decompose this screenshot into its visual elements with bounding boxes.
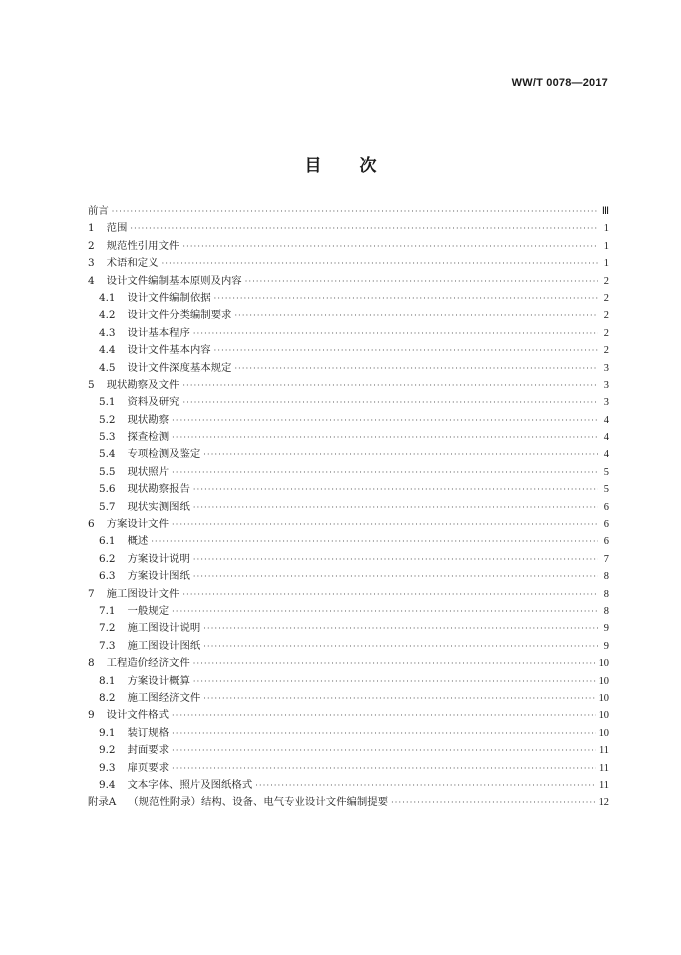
toc-entry[interactable] [88, 742, 609, 759]
toc-entry-label: 工程造价经济文件 [106, 657, 190, 670]
toc-entry-label: 探查检测 [127, 431, 170, 444]
toc-entry-label: 方案设计概算 [127, 674, 190, 687]
toc-entry[interactable] [88, 794, 609, 811]
leader-dots [391, 794, 596, 811]
toc-entry-number: 5.3 [99, 431, 116, 444]
toc-entry-number: 5.5 [99, 465, 116, 478]
toc-entry-label: 封面要求 [127, 744, 170, 757]
toc-entry-page: 2 [603, 275, 609, 287]
toc-entry-page: 7 [603, 553, 609, 565]
toc-entry-page: Ⅲ [601, 206, 609, 217]
toc-entry[interactable] [88, 394, 609, 411]
toc-entry-number: 5.2 [99, 413, 116, 426]
leader-dots [245, 273, 598, 290]
toc-entry-number: 7.2 [99, 622, 116, 635]
toc-entry-label: （规范性附录）结构、设备、电气专业设计文件编制提要 [128, 796, 389, 809]
page-title [0, 151, 681, 176]
toc-entry-page: 1 [603, 223, 609, 235]
leader-dots [172, 725, 596, 742]
toc-entry-number: 8.1 [99, 674, 116, 687]
leader-dots [172, 760, 596, 777]
toc-entry-page: 11 [598, 779, 609, 791]
toc-entry[interactable] [88, 238, 609, 255]
toc-entry-number: 8.2 [99, 691, 116, 704]
toc-entry[interactable] [88, 290, 609, 307]
toc-entry[interactable] [88, 690, 609, 707]
leader-dots [172, 412, 598, 429]
leader-dots [234, 360, 598, 377]
toc-entry[interactable] [88, 307, 609, 324]
toc-entry-number: 附录A [88, 796, 117, 809]
toc-entry-page: 4 [603, 414, 609, 426]
toc-entry[interactable] [88, 429, 609, 446]
leader-dots [193, 481, 598, 498]
leader-dots [151, 533, 598, 550]
leader-dots [193, 499, 598, 516]
toc-entry-label: 现状勘察 [127, 413, 170, 426]
toc-entry-page: 10 [598, 710, 609, 722]
toc-entry[interactable] [88, 342, 609, 359]
toc-entry-label: 设计文件分类编制要求 [127, 309, 232, 322]
toc-entry[interactable] [88, 516, 609, 533]
toc-entry[interactable] [88, 673, 609, 690]
toc-entry-number: 6.1 [99, 535, 116, 548]
leader-dots [182, 586, 598, 603]
toc-entry[interactable] [88, 446, 609, 463]
toc-entry[interactable] [88, 360, 609, 377]
toc-entry[interactable] [88, 499, 609, 516]
toc-entry-page: 9 [603, 640, 609, 652]
toc-entry-page: 12 [598, 797, 609, 809]
toc-entry[interactable] [88, 760, 609, 777]
leader-dots [234, 307, 598, 324]
toc-entry-page: 4 [603, 432, 609, 444]
title-char-1: 目 [304, 156, 322, 177]
toc-entry-label: 术语和定义 [106, 257, 159, 270]
toc-entry[interactable] [88, 551, 609, 568]
toc-entry-label: 设计文件基本内容 [127, 344, 211, 357]
leader-dots [172, 603, 598, 620]
toc-entry-number: 5 [88, 378, 95, 391]
toc-entry-number: 9.2 [99, 744, 116, 757]
toc-entry-page: 6 [603, 536, 609, 548]
toc-entry-label: 文本字体、照片及图纸格式 [127, 778, 253, 791]
toc-entry-page: 2 [603, 292, 609, 304]
leader-dots [182, 394, 598, 411]
toc-entry-page: 1 [603, 258, 609, 270]
toc-entry-number: 4.3 [99, 326, 116, 339]
toc-entry-label: 设计文件深度基本规定 [127, 361, 232, 374]
leader-dots [193, 568, 598, 585]
leader-dots [193, 325, 598, 342]
leader-dots [203, 620, 598, 637]
toc-entry-page: 11 [598, 745, 609, 757]
toc-entry-number: 5.6 [99, 483, 116, 496]
toc-entry-page: 3 [603, 379, 609, 391]
toc-entry-label: 施工图经济文件 [127, 691, 201, 704]
toc-entry-number: 9.4 [99, 778, 116, 791]
toc-entry-page: 5 [603, 484, 609, 496]
toc-entry[interactable] [88, 725, 609, 742]
leader-dots [172, 429, 598, 446]
toc-entry-label: 设计基本程序 [127, 326, 190, 339]
toc-entry[interactable] [88, 533, 609, 550]
toc-entry-number: 6.2 [99, 552, 116, 565]
leader-dots [193, 655, 596, 672]
toc-entry-number: 7.3 [99, 639, 116, 652]
toc-entry-number: 8 [88, 657, 95, 670]
toc-entry[interactable] [88, 638, 609, 655]
toc-entry-label: 方案设计图纸 [127, 570, 190, 583]
toc-entry[interactable] [88, 707, 609, 724]
toc-entry[interactable] [88, 377, 609, 394]
toc-entry-page: 11 [598, 762, 609, 774]
leader-dots [172, 464, 598, 481]
toc-entry[interactable] [88, 273, 609, 290]
toc-entry-label: 范围 [106, 222, 128, 235]
toc-entry[interactable] [88, 325, 609, 342]
toc-entry-page: 10 [598, 658, 609, 670]
toc-entry-label: 一般规定 [127, 604, 170, 617]
toc-entry-number: 5.1 [99, 396, 116, 409]
leader-dots [112, 203, 598, 220]
table-of-contents [88, 203, 609, 812]
leader-dots [172, 516, 598, 533]
leader-dots [182, 377, 598, 394]
toc-entry-label: 设计文件编制基本原则及内容 [106, 274, 242, 287]
toc-entry-number: 9.3 [99, 761, 116, 774]
leader-dots [255, 777, 596, 794]
leader-dots [214, 290, 598, 307]
toc-entry-page: 3 [603, 397, 609, 409]
toc-entry-number: 1 [88, 222, 95, 235]
toc-entry[interactable] [88, 220, 609, 237]
toc-entry-number: 4.1 [99, 291, 116, 304]
toc-entry-label: 现状勘察报告 [127, 483, 190, 496]
toc-entry-page: 10 [598, 675, 609, 687]
toc-entry-page: 6 [603, 519, 609, 531]
toc-entry-number: 4.4 [99, 344, 116, 357]
leader-dots [203, 690, 595, 707]
toc-entry-label: 设计文件编制依据 [127, 291, 211, 304]
toc-entry-page: 4 [603, 449, 609, 461]
leader-dots [162, 255, 598, 272]
leader-dots [172, 707, 596, 724]
toc-entry-label: 现状照片 [127, 465, 170, 478]
toc-entry[interactable] [88, 203, 609, 220]
toc-entry-label: 现状实测图纸 [127, 500, 190, 513]
toc-entry-number: 9.1 [99, 726, 116, 739]
toc-entry-label: 规范性引用文件 [106, 239, 180, 252]
toc-entry-page: 2 [603, 327, 609, 339]
leader-dots [203, 638, 598, 655]
toc-entry-number: 4 [88, 274, 95, 287]
toc-entry-label: 施工图设计文件 [106, 587, 180, 600]
toc-entry-page: 10 [598, 727, 609, 739]
toc-entry-number: 前言 [88, 205, 109, 217]
leader-dots [214, 342, 598, 359]
toc-entry-number: 5.7 [99, 500, 116, 513]
toc-entry[interactable] [88, 620, 609, 637]
toc-entry-label: 施工图设计图纸 [127, 639, 201, 652]
toc-entry-label: 方案设计文件 [106, 518, 169, 531]
toc-entry-label: 现状勘察及文件 [106, 378, 180, 391]
toc-entry-page: 8 [603, 571, 609, 583]
leader-dots [172, 742, 596, 759]
toc-entry[interactable] [88, 586, 609, 603]
leader-dots [182, 238, 598, 255]
toc-entry-number: 7.1 [99, 604, 116, 617]
toc-entry-number: 6 [88, 518, 95, 531]
toc-entry-number: 5.4 [99, 448, 116, 461]
toc-entry-page: 6 [603, 501, 609, 513]
toc-entry-label: 装订规格 [127, 726, 170, 739]
toc-entry-label: 概述 [127, 535, 149, 548]
toc-entry-page: 1 [603, 240, 609, 252]
leader-dots [193, 551, 598, 568]
toc-entry-number: 2 [88, 239, 95, 252]
toc-entry[interactable] [88, 603, 609, 620]
toc-entry[interactable] [88, 412, 609, 429]
toc-entry-page: 8 [603, 605, 609, 617]
toc-entry[interactable] [88, 481, 609, 498]
toc-entry-page: 10 [598, 692, 609, 704]
toc-entry-label: 设计文件格式 [106, 709, 169, 722]
toc-entry[interactable] [88, 655, 609, 672]
toc-entry-label: 方案设计说明 [127, 552, 190, 565]
toc-entry-page: 2 [603, 310, 609, 322]
leader-dots [203, 446, 598, 463]
leader-dots [193, 673, 596, 690]
toc-entry-number: 4.2 [99, 309, 116, 322]
toc-entry-number: 6.3 [99, 570, 116, 583]
toc-entry[interactable] [88, 568, 609, 585]
leader-dots [130, 220, 598, 237]
toc-entry-label: 扉页要求 [127, 761, 170, 774]
standard-code: WW/T 0078—2017 [511, 77, 608, 89]
toc-entry[interactable] [88, 464, 609, 481]
toc-entry-page: 2 [603, 345, 609, 357]
toc-entry-number: 7 [88, 587, 95, 600]
toc-entry-number: 4.5 [99, 361, 116, 374]
toc-entry-label: 专项检测及鉴定 [127, 448, 201, 461]
title-char-2: 次 [359, 156, 377, 177]
toc-entry-page: 8 [603, 588, 609, 600]
toc-entry-page: 3 [603, 362, 609, 374]
toc-entry[interactable] [88, 255, 609, 272]
toc-entry-number: 9 [88, 709, 95, 722]
toc-entry-label: 施工图设计说明 [127, 622, 201, 635]
toc-entry-page: 5 [603, 466, 609, 478]
toc-entry-page: 9 [603, 623, 609, 635]
toc-entry-label: 资料及研究 [127, 396, 180, 409]
toc-entry[interactable] [88, 777, 609, 794]
toc-entry-number: 3 [88, 257, 95, 270]
